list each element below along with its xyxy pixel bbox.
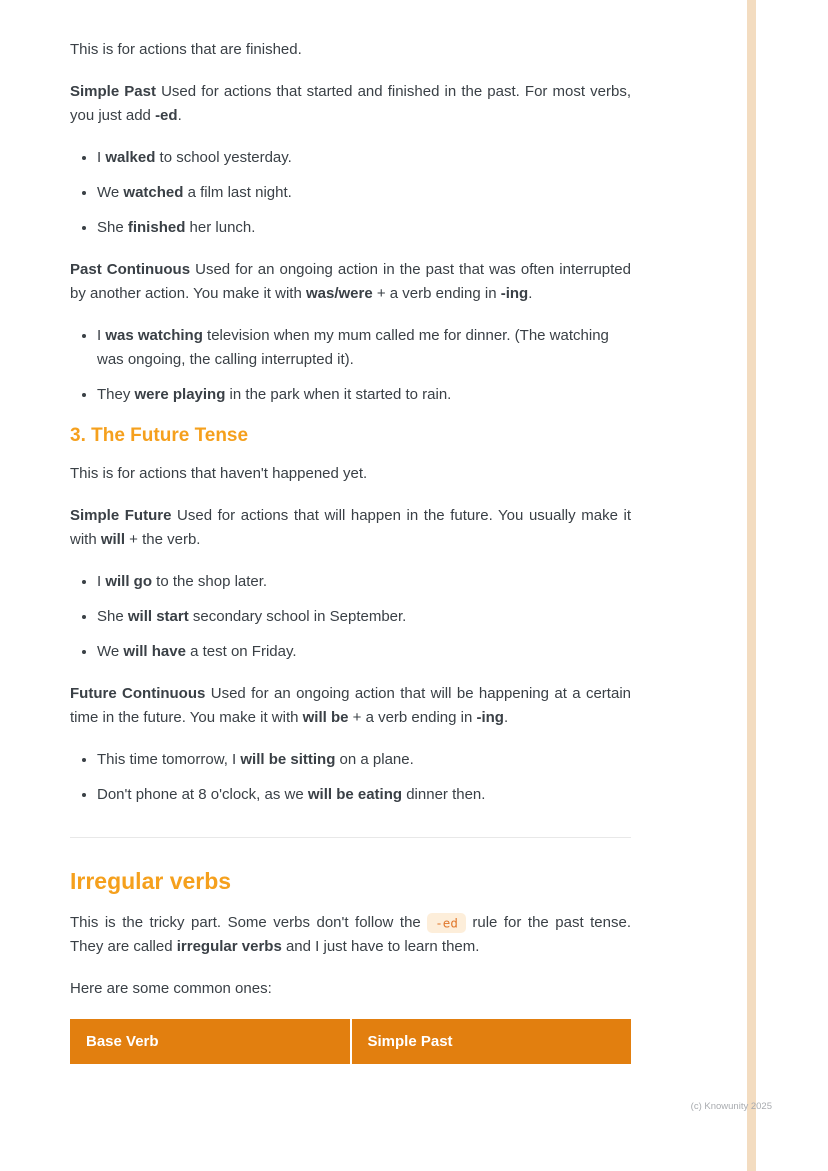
paragraph-common-ones: Here are some common ones: — [70, 980, 272, 997]
heading-future-tense: 3. The Future Tense — [70, 425, 249, 446]
table-header-simple-past: Simple Past — [351, 1019, 632, 1064]
text-segment: . — [177, 107, 182, 124]
irregular-verbs-table — [70, 1019, 631, 1064]
text-segment: television when my mum called me for dinner. (The watching was ongoing, the calling interrupted it). — [97, 327, 609, 368]
bold-text: will start — [127, 608, 189, 625]
text-segment: This is the tricky part. Some verbs don't follow the — [70, 914, 428, 931]
text-segment: her lunch. — [185, 219, 256, 236]
bold-text: irregular verbs — [176, 938, 282, 955]
text-segment: I — [97, 149, 106, 166]
paragraph-irregular-intro — [70, 911, 631, 959]
list-item — [97, 748, 631, 772]
text-segment: secondary school in September. — [188, 608, 407, 625]
text-segment: dinner then. — [402, 786, 486, 803]
bold-text: will have — [123, 643, 186, 660]
bold-text: will be sitting — [240, 751, 336, 768]
list-item — [97, 324, 631, 372]
bold-text: will go — [105, 573, 153, 590]
bold-text: walked — [105, 149, 156, 166]
text-segment: I — [97, 573, 106, 590]
bold-text: -ed — [155, 107, 178, 124]
text-segment: and I just have to learn them. — [281, 938, 480, 955]
bold-text: was watching — [105, 327, 203, 344]
text-segment: Used for an ongoing action that will be happening at a certain time in the future. You make it with — [70, 685, 631, 726]
bold-text: were playing — [134, 386, 226, 403]
text-segment: They — [97, 386, 135, 403]
text-segment: We — [97, 184, 124, 201]
text-segment: + a verb ending in — [372, 285, 501, 302]
bold-text: finished — [127, 219, 186, 236]
bold-text: will be eating — [307, 786, 403, 803]
text-segment: Used for actions that will happen in the future. You usually make it with — [70, 507, 632, 548]
page-edge-bar — [747, 0, 756, 1171]
watermark: (c) Knowunity 2025 — [690, 1101, 772, 1112]
text-segment: to the shop later. — [152, 573, 268, 590]
paragraph-future-intro: This is for actions that haven't happened yet. — [70, 465, 368, 482]
text-segment: rule for the past tense. They are called — [70, 914, 631, 955]
list-item — [97, 570, 631, 594]
paragraph-simple-past — [70, 80, 631, 128]
text-segment: This time tomorrow, I — [97, 751, 241, 768]
text-segment: + the verb. — [125, 531, 201, 548]
bold-text: will be — [302, 709, 349, 726]
past-continuous-examples-list — [70, 324, 631, 407]
text-segment: to school yesterday. — [155, 149, 292, 166]
document-content — [70, 38, 631, 1064]
text-segment: a test on Friday. — [185, 643, 297, 660]
paragraph-future-continuous — [70, 682, 631, 730]
paragraph-simple-future — [70, 504, 631, 552]
text-segment: She — [97, 608, 128, 625]
bold-text: will — [100, 531, 126, 548]
list-item — [97, 640, 631, 664]
inline-code-chip: -ed — [427, 913, 466, 933]
text-segment: We — [97, 643, 124, 660]
text-segment: Used for an ongoing action in the past that was often interrupted by another action. You make it with — [70, 261, 631, 302]
text-segment: + a verb ending in — [348, 709, 477, 726]
section-divider — [70, 837, 631, 838]
paragraph-past-intro: This is for actions that are finished. — [70, 41, 302, 58]
future-continuous-examples-list — [70, 748, 631, 807]
paragraph-past-continuous — [70, 258, 631, 306]
bold-text: Past Continuous — [70, 261, 191, 278]
simple-past-examples-list — [70, 146, 631, 240]
list-item — [97, 146, 631, 170]
text-segment: a film last night. — [183, 184, 292, 201]
text-segment: in the park when it started to rain. — [225, 386, 452, 403]
bold-text: Simple Future — [70, 507, 172, 524]
bold-text: Simple Past — [70, 83, 156, 100]
text-segment: . — [503, 709, 509, 726]
table-header-base-verb: Base Verb — [70, 1019, 351, 1064]
text-segment: on a plane. — [335, 751, 414, 768]
bold-text: Future Continuous — [70, 685, 206, 702]
bold-text: was/were — [305, 285, 373, 302]
list-item — [97, 383, 631, 407]
bold-text: -ing — [500, 285, 529, 302]
list-item — [97, 181, 631, 205]
simple-future-examples-list — [70, 570, 631, 664]
text-segment: Used for actions that started and finished in the past. For most verbs, you just add — [70, 83, 631, 124]
text-segment: Don't phone at 8 o'clock, as we — [97, 786, 308, 803]
text-segment: I — [97, 327, 106, 344]
list-item — [97, 216, 631, 240]
list-item — [97, 783, 631, 807]
text-segment: . — [528, 285, 533, 302]
table-header-row — [70, 1019, 631, 1064]
bold-text: watched — [123, 184, 184, 201]
list-item — [97, 605, 631, 629]
text-segment: She — [97, 219, 128, 236]
bold-text: -ing — [476, 709, 504, 726]
heading-irregular-verbs: Irregular verbs — [70, 868, 232, 894]
